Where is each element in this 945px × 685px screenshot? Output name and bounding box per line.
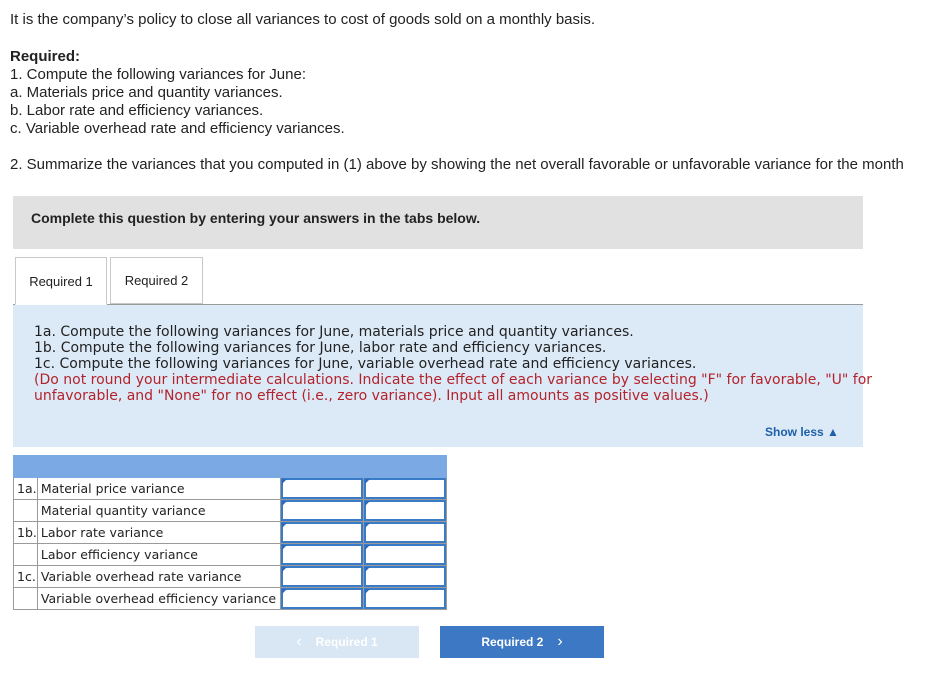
- amount-input[interactable]: [281, 500, 363, 521]
- table-row: [14, 500, 447, 522]
- row-label: Variable overhead efficiency variance: [37, 588, 280, 610]
- amount-input[interactable]: [281, 544, 363, 565]
- row-label: Material price variance: [37, 478, 280, 500]
- row-label: Labor efficiency variance: [37, 544, 280, 566]
- variance-table: [13, 455, 447, 610]
- required-line-a: a. Materials price and quantity variances.: [10, 84, 283, 101]
- tab-required-1-label: Required 1: [29, 273, 93, 289]
- next-button-label: Required 2: [481, 635, 544, 649]
- effect-select[interactable]: [364, 522, 446, 543]
- effect-select[interactable]: [364, 500, 446, 521]
- effect-select[interactable]: [364, 566, 446, 587]
- instructions-panel: [13, 305, 873, 447]
- show-less-link[interactable]: [765, 425, 839, 439]
- row-code: 1c.: [14, 566, 38, 588]
- instruction-1b: 1b. Compute the following variances for June, labor rate and efficiency variances.: [34, 340, 607, 356]
- amount-input[interactable]: [281, 478, 363, 499]
- row-label: Labor rate variance: [37, 522, 280, 544]
- next-required-2-button[interactable]: [440, 626, 604, 658]
- show-less-label: Show less: [765, 425, 824, 439]
- required-line-b: b. Labor rate and efficiency variances.: [10, 102, 264, 119]
- prev-button-label: Required 1: [315, 635, 378, 649]
- required-line-1: 1. Compute the following variances for June:: [10, 66, 306, 83]
- row-label: Variable overhead rate variance: [37, 566, 280, 588]
- chevron-right-icon: ›: [557, 633, 563, 650]
- table-row: [14, 566, 447, 588]
- amount-input[interactable]: [281, 588, 363, 609]
- effect-select[interactable]: [364, 588, 446, 609]
- tab-required-2[interactable]: [110, 257, 203, 304]
- effect-select[interactable]: [364, 544, 446, 565]
- row-code: [14, 544, 38, 566]
- required-line-c: c. Variable overhead rate and efficiency variances.: [10, 120, 345, 137]
- tab-required-2-label: Required 2: [124, 273, 189, 288]
- intro-text: It is the company’s policy to close all variances to cost of goods sold on a monthly basis.: [10, 11, 596, 28]
- banner-text: Complete this question by entering your answers in the tabs below.: [31, 210, 481, 226]
- required-heading: Required:: [10, 48, 81, 65]
- note-line-2: unfavorable, and "None" for no effect (i.e., zero variance). Input all amounts as positive values.): [34, 388, 709, 404]
- row-label: Material quantity variance: [37, 500, 280, 522]
- instruction-1a: 1a. Compute the following variances for June, materials price and quantity variances.: [34, 324, 634, 340]
- chevron-left-icon: ‹: [296, 633, 302, 650]
- tab-required-1[interactable]: [15, 257, 107, 305]
- amount-input[interactable]: [281, 522, 363, 543]
- table-row: [14, 478, 447, 500]
- table-row: [14, 588, 447, 610]
- instruction-1c: 1c. Compute the following variances for June, variable overhead rate and efficiency variances.: [34, 356, 697, 372]
- triangle-up-icon: ▲: [827, 425, 839, 439]
- prev-required-1-button[interactable]: [255, 626, 419, 658]
- table-row: [14, 522, 447, 544]
- summary-line: 2. Summarize the variances that you computed in (1) above by showing the net overall favorable or unfavorable variance for the month: [10, 156, 904, 173]
- table-row: [14, 544, 447, 566]
- row-code: [14, 588, 38, 610]
- note-line-1: (Do not round your intermediate calculations. Indicate the effect of each variance by selecting "F" for favorable, "U" for: [34, 372, 873, 388]
- row-code: 1b.: [14, 522, 38, 544]
- table-header-row: [14, 456, 447, 478]
- row-code: 1a.: [14, 478, 38, 500]
- instruction-banner: [13, 196, 863, 249]
- row-code: [14, 500, 38, 522]
- amount-input[interactable]: [281, 566, 363, 587]
- effect-select[interactable]: [364, 478, 446, 499]
